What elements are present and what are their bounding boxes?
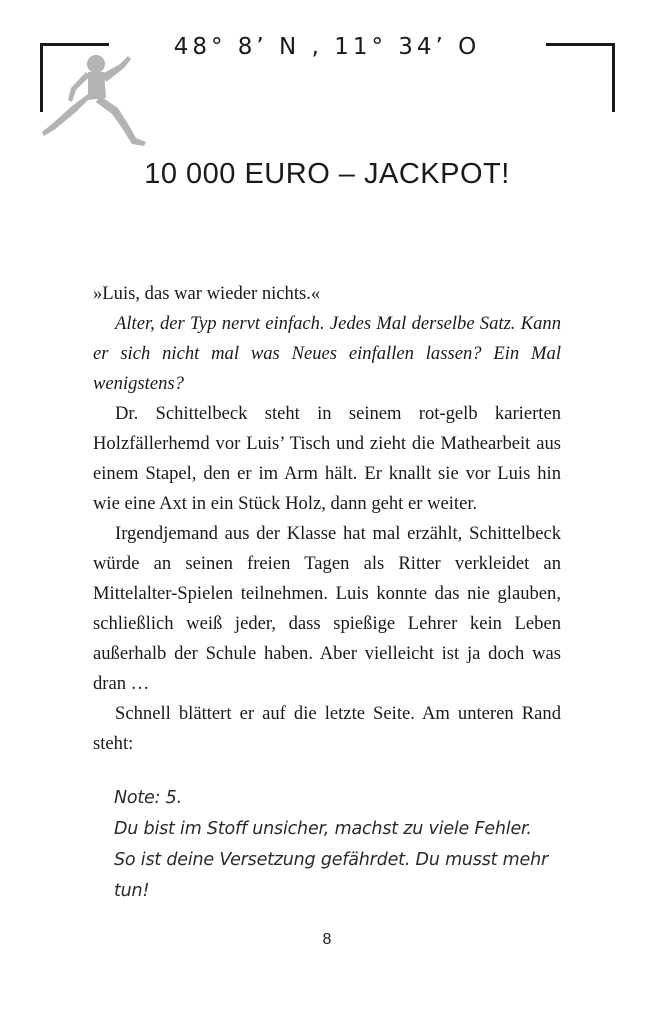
paragraph-inner-thought: Alter, der Typ nervt einfach. Jedes Mal derselbe Satz. Kann er sich nicht mal was Neues einfallen lassen? Ein Mal wenigstens? xyxy=(93,313,561,394)
body-text xyxy=(93,279,561,759)
paragraph-rumor: Irgendjemand aus der Klasse hat mal erzählt, Schittelbeck würde an seinen freien Tagen als Ritter verkleidet an Mittelalter-Spielen teilnehmen. Luis konnte das nie glauben, schließlich weiß jeder, dass spießige Lehrer kein Leben außerhalb der Schule haben. Aber vielleicht ist ja doch was dran … xyxy=(93,523,561,694)
note-line: Note: 5. xyxy=(114,788,182,808)
location-coordinates: 48° 8’ N , 11° 34’ O xyxy=(173,34,481,60)
note-line: Du bist im Stoff unsicher, machst zu viele Fehler. xyxy=(114,819,532,839)
note-line: tun! xyxy=(114,881,150,901)
handwritten-note xyxy=(114,783,574,907)
chapter-title: 10 000 EURO – JACKPOT! xyxy=(144,158,510,190)
jumping-runner-icon xyxy=(36,50,156,154)
paragraph-last-page: Schnell blättert er auf die letzte Seite. Am unteren Rand steht: xyxy=(93,703,561,754)
paragraph-dialogue: »Luis, das war wieder nichts.« xyxy=(93,283,321,304)
page-number: 8 xyxy=(322,931,332,948)
note-line: So ist deine Versetzung gefährdet. Du musst mehr xyxy=(114,850,548,870)
paragraph-teacher: Dr. Schittelbeck steht in seinem rot-gelb karierten Holzfällerhemd vor Luis’ Tisch und zieht die Mathearbeit aus einem Stapel, den er im Arm hält. Er knallt sie vor Luis hin wie eine Axt in ein Stück Holz, dann geht er weiter. xyxy=(93,403,561,514)
